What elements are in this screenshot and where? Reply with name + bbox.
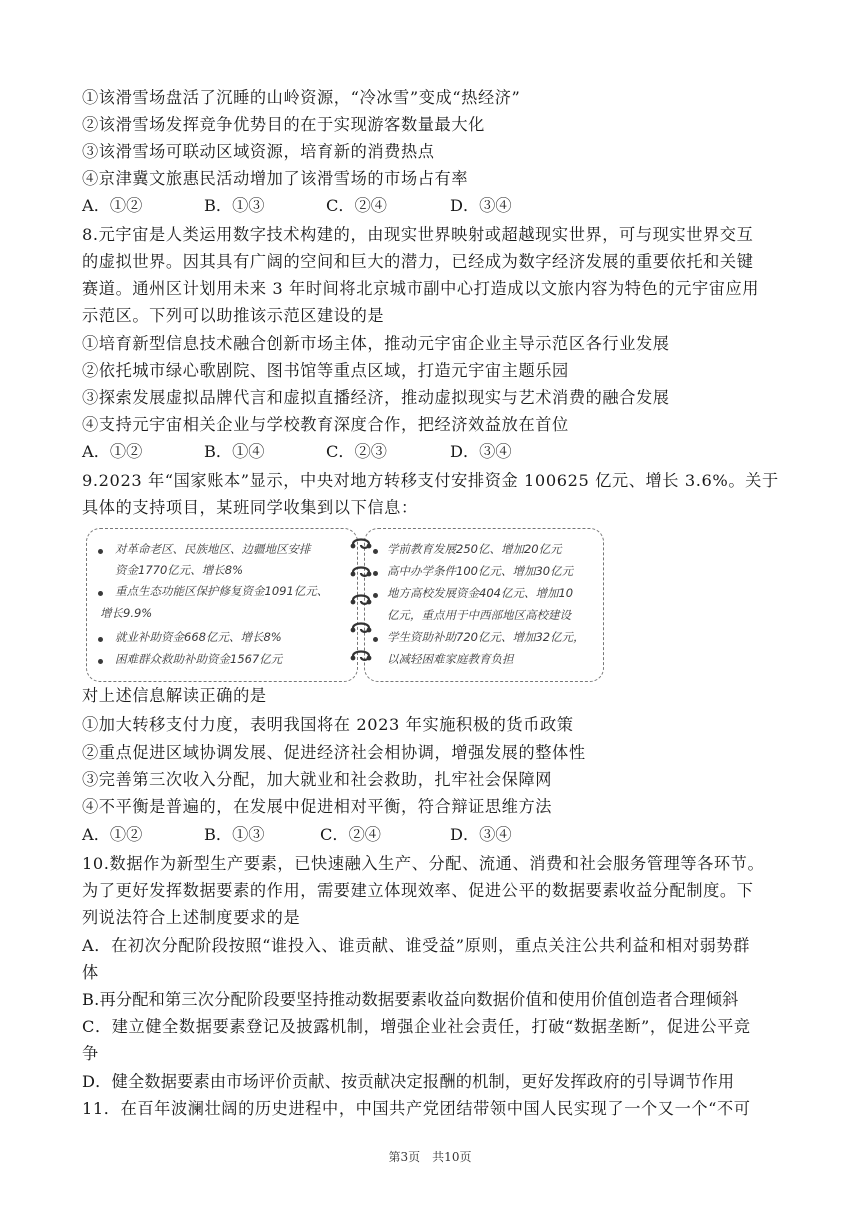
q7-options bbox=[82, 194, 782, 218]
q10-stem-line-3: 列说法符合上述制度要求的是 bbox=[82, 908, 301, 927]
q9-question: 对上述信息解读正确的是 bbox=[82, 686, 267, 705]
bullet-dot bbox=[98, 659, 103, 664]
q8-statement-3: ③探索发展虚拟品牌代言和虚拟直播经济，推动虚拟现实与艺术消费的融合发展 bbox=[82, 388, 670, 407]
panel-left-line-4: 增长9.9% bbox=[100, 606, 153, 620]
q9-option-b: B．①③ bbox=[204, 825, 265, 844]
q7-option-b: B．①③ bbox=[204, 196, 265, 215]
q9-options bbox=[82, 823, 782, 847]
q8-option-b: B．①④ bbox=[204, 442, 265, 461]
q8-stem-line-2: 的虚拟世界。因其具有广阔的空间和巨大的潜力，已经成为数字经济发展的重要依托和关键 bbox=[82, 252, 754, 271]
q8-stem-line-3: 赛道。通州区计划用未来 3 年时间将北京城市副中心打造成以文旅内容为特色的元宇宙应用 bbox=[82, 279, 760, 298]
panel-left-line-3: 重点生态功能区保护修复资金1091亿元、 bbox=[115, 584, 329, 598]
q7-option-d: D．③④ bbox=[450, 196, 512, 215]
q9-option-d: D．③④ bbox=[450, 825, 512, 844]
q7-statement-2: ②该滑雪场发挥竞争优势目的在于实现游客数量最大化 bbox=[82, 115, 485, 134]
q10-choice-a-line-2: 体 bbox=[82, 963, 99, 982]
page-footer: 第3页 共10页 bbox=[388, 1150, 472, 1164]
q8-stem-line-1: 8.元宇宙是人类运用数字技术构建的，由现实世界映射或超越现实世界，可与现实世界交互 bbox=[82, 225, 754, 244]
q10-choice-d: D．健全数据要素由市场评价贡献、按贡献决定报酬的机制，更好发挥政府的引导调节作用 bbox=[82, 1072, 735, 1091]
panel-left-line-2: 资金1770亿元、增长8% bbox=[115, 563, 244, 577]
panel-right-line-3: 地方高校发展资金404亿元、增加10 bbox=[387, 586, 574, 600]
q7-option-c: C．②④ bbox=[326, 196, 387, 215]
q10-choice-b: B.再分配和第三次分配阶段要坚持推动数据要素收益向数据价值和使用价值创造者合理倾斜 bbox=[82, 990, 739, 1009]
q10-choice-c-line-2: 争 bbox=[82, 1044, 99, 1063]
q7-option-a: A．①② bbox=[82, 196, 143, 215]
q8-option-d: D．③④ bbox=[450, 442, 512, 461]
q7-statement-3: ③该滑雪场可联动区域资源，培育新的消费热点 bbox=[82, 142, 435, 161]
panel-left-line-1: 对革命老区、民族地区、边疆地区安排 bbox=[115, 542, 311, 556]
q9-stem-line-2: 具体的支持项目，某班同学收集到以下信息： bbox=[82, 498, 418, 517]
panel-right-line-2: 高中办学条件100亿元、增加30亿元 bbox=[387, 564, 574, 578]
binder-rings-icon bbox=[348, 536, 374, 676]
panel-right-line-6: 以减轻困难家庭教育负担 bbox=[387, 652, 514, 666]
q9-option-a: A．①② bbox=[82, 825, 143, 844]
info-panel-right bbox=[364, 528, 604, 682]
q7-statement-1: ①该滑雪场盘活了沉睡的山岭资源，“冷冰雪”变成“热经济” bbox=[82, 88, 521, 107]
q9-statement-4: ④不平衡是普遍的，在发展中促进相对平衡，符合辩证思维方法 bbox=[82, 797, 553, 816]
q9-stem-line-1: 9.2023 年“国家账本”显示，中央对地方转移支付安排资金 100625 亿元、增长 3.6%。关于 bbox=[82, 471, 779, 490]
q10-choice-a-line-1: A．在初次分配阶段按照“谁投入、谁贡献、谁受益”原则，重点关注公共利益和相对弱势群 bbox=[82, 936, 750, 955]
q10-choice-c-line-1: C．建立健全数据要素登记及披露机制，增强企业社会责任，打破“数据垄断”，促进公平竞 bbox=[82, 1017, 751, 1036]
q10-stem-line-2: 为了更好发挥数据要素的作用，需要建立体现效率、促进公平的数据要素收益分配制度。下 bbox=[82, 881, 754, 900]
q9-statement-1: ①加大转移支付力度，表明我国将在 2023 年实施积极的货币政策 bbox=[82, 715, 574, 734]
q9-statement-2: ②重点促进区域协调发展、促进经济社会相协调，增强发展的整体性 bbox=[82, 743, 586, 762]
q8-option-c: C．②③ bbox=[326, 442, 387, 461]
q10-stem-line-1: 10.数据作为新型生产要素，已快速融入生产、分配、流通、消费和社会服务管理等各环节。 bbox=[82, 854, 765, 873]
bullet-dot bbox=[98, 637, 103, 642]
panel-right-line-5: 学生资助补助720亿元、增加32亿元， bbox=[387, 630, 585, 644]
bullet-dot bbox=[98, 549, 103, 554]
panel-right-line-1: 学前教育发展250亿、增加20亿元 bbox=[387, 542, 562, 556]
panel-right-line-4: 亿元，重点用于中西部地区高校建设 bbox=[387, 608, 571, 622]
q8-statement-4: ④支持元宇宙相关企业与学校教育深度合作，把经济效益放在首位 bbox=[82, 415, 569, 434]
info-panel-left bbox=[86, 528, 358, 682]
q11-stem-line-1: 11．在百年波澜壮阔的历史进程中，中国共产党团结带领中国人民实现了一个又一个“不可 bbox=[82, 1099, 751, 1118]
q8-options bbox=[82, 440, 782, 464]
q9-statement-3: ③完善第三次收入分配，加大就业和社会救助，扎牢社会保障网 bbox=[82, 770, 553, 789]
panel-left-line-6: 困难群众救助补助资金1567亿元 bbox=[115, 652, 283, 666]
q8-statement-2: ②依托城市绿心歌剧院、图书馆等重点区域，打造元宇宙主题乐园 bbox=[82, 361, 569, 380]
q8-stem-line-4: 示范区。下列可以助推该示范区建设的是 bbox=[82, 306, 385, 325]
panel-left-line-5: 就业补助资金668亿元、增长8% bbox=[115, 630, 282, 644]
bullet-dot bbox=[98, 591, 103, 596]
q7-statement-4: ④京津冀文旅惠民活动增加了该滑雪场的市场占有率 bbox=[82, 169, 469, 188]
q8-option-a: A．①② bbox=[82, 442, 143, 461]
q8-statement-1: ①培育新型信息技术融合创新市场主体，推动元宇宙企业主导示范区各行业发展 bbox=[82, 334, 670, 353]
q9-option-c: C．②④ bbox=[320, 825, 381, 844]
